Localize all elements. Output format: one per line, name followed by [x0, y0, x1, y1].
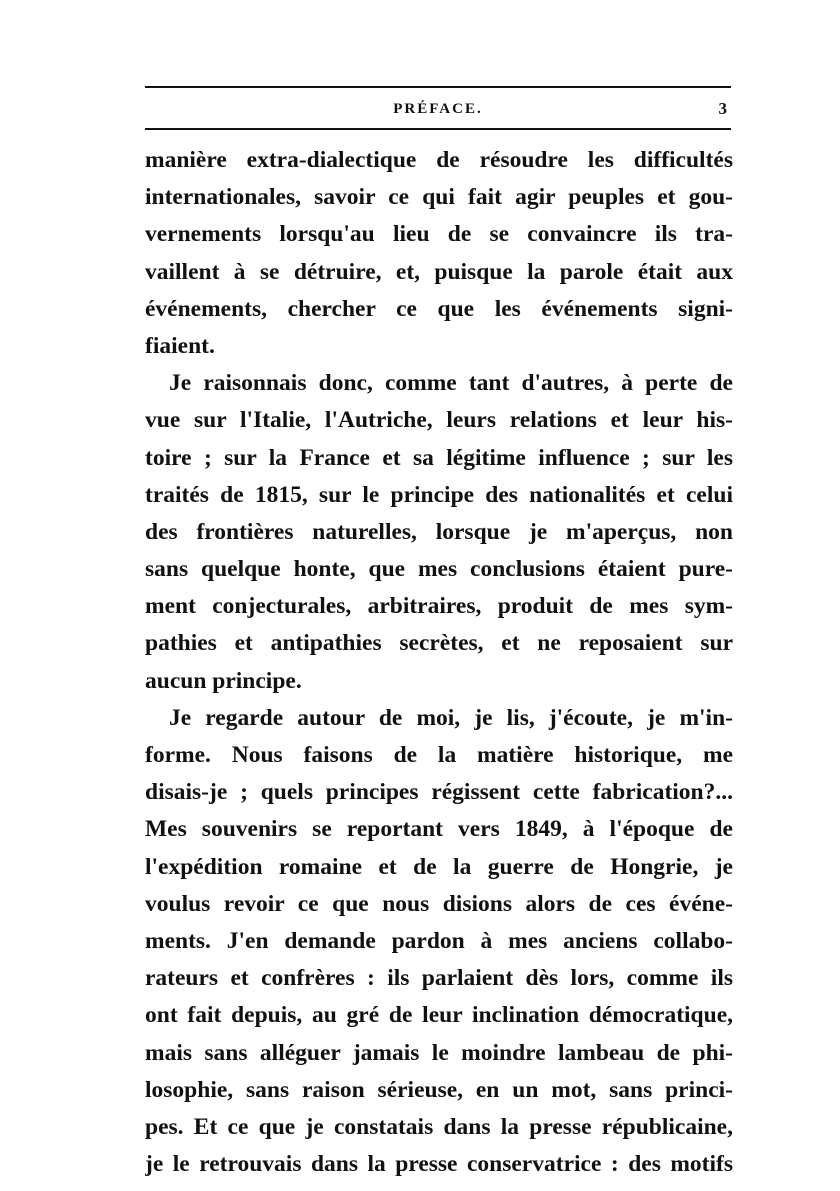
text-line: forme. Nous faisons de la matière historique, me: [145, 742, 733, 768]
text-line: manière extra-dialectique de résoudre les difficultés: [145, 147, 733, 173]
text-line: vue sur l'Italie, l'Autriche, leurs relations et leur his-: [145, 407, 733, 434]
text-line: losophie, sans raison sérieuse, en un mot, sans princi-: [145, 1076, 733, 1103]
header-rule-top: [145, 86, 731, 88]
text-line: vaillent à se détruire, et, puisque la parole était aux: [145, 258, 733, 285]
text-line: ont fait depuis, au gré de leur inclination démocratique,: [145, 1002, 733, 1029]
running-head: [145, 96, 731, 122]
text-line: vernements lorsqu'au lieu de se convaincre ils tra-: [145, 221, 733, 248]
text-line: des frontières naturelles, lorsque je m'aperçus, non: [145, 518, 733, 545]
text-line: Je regarde autour de moi, je lis, j'écoute, je m'in-: [169, 704, 733, 731]
text-line: traités de 1815, sur le principe des nationalités et celui: [145, 481, 733, 508]
text-line: internationales, savoir ce qui fait agir peuples et gou-: [145, 184, 733, 211]
text-line: je le retrouvais dans la presse conservatrice : des motifs: [145, 1151, 733, 1178]
text-line: voulus revoir ce que nous disions alors de ces événe-: [145, 890, 733, 917]
text-line: Mes souvenirs se reportant vers 1849, à l'époque de: [145, 816, 733, 843]
page-number: 3: [718, 99, 727, 118]
text-line: rateurs et confrères : ils parlaient dès lors, comme ils: [145, 965, 733, 992]
text-line: fiaient.: [145, 332, 215, 359]
body-text: [145, 142, 733, 1183]
running-title: PRÉFACE.: [393, 101, 483, 117]
header-rule-bottom: [145, 128, 731, 130]
text-line: pes. Et ce que je constatais dans la presse républicaine,: [145, 1113, 733, 1140]
text-line: ments. J'en demande pardon à mes anciens collabo-: [145, 927, 733, 954]
text-line: l'expédition romaine et de la guerre de Hongrie, je: [145, 853, 733, 880]
text-line: ment conjecturales, arbitraires, produit de mes sym-: [145, 593, 733, 620]
text-line: mais sans alléguer jamais le moindre lambeau de phi-: [145, 1039, 733, 1066]
text-line: toire ; sur la France et sa légitime influence ; sur les: [145, 444, 733, 471]
text-line: pathies et antipathies secrètes, et ne reposaient sur: [145, 630, 733, 657]
text-line: aucun principe.: [145, 667, 302, 694]
text-line: Je raisonnais donc, comme tant d'autres, à perte de: [169, 370, 733, 397]
text-line: événements, chercher ce que les événements signi-: [145, 295, 733, 322]
text-line: sans quelque honte, que mes conclusions étaient pure-: [145, 556, 733, 583]
text-line: disais-je ; quels principes régissent cette fabrication?...: [145, 779, 733, 806]
